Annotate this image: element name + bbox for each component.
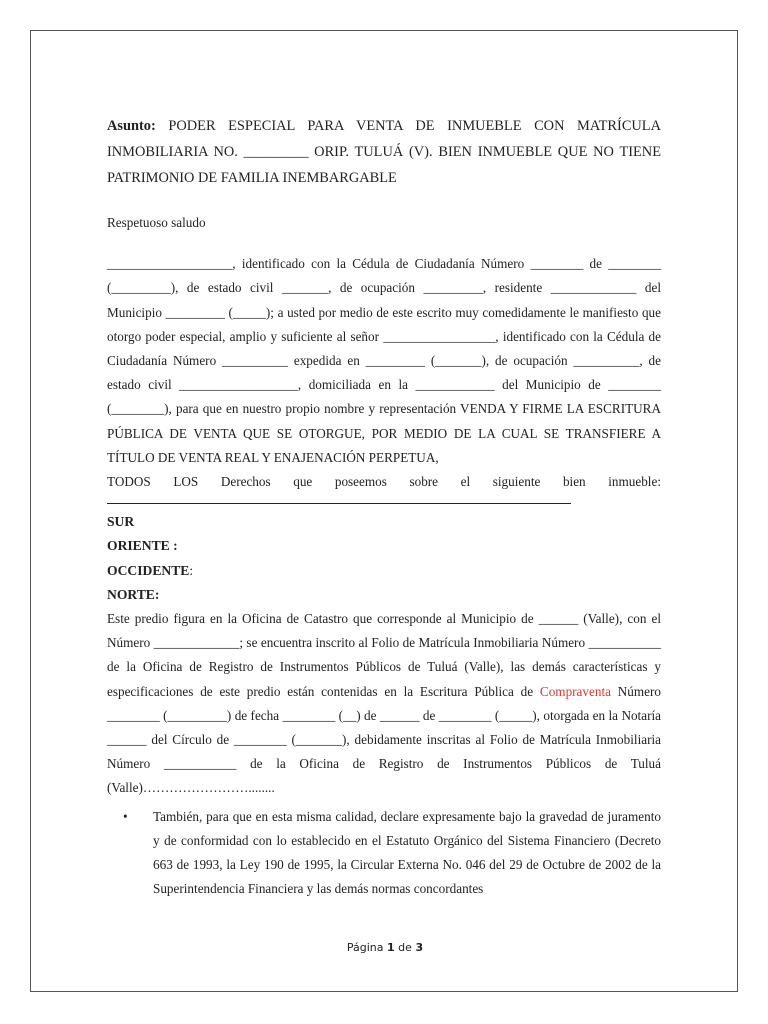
paragraph-property (107, 607, 661, 801)
bullet-item (107, 805, 661, 902)
page-label: Página (346, 941, 388, 954)
page-number-footer (31, 941, 739, 954)
boundary-occidente-line (107, 559, 661, 583)
subject-line (107, 113, 661, 191)
property-text-a: Este predio figura en la Oficina de Catastro que corresponde al Municipio de ______ (Valle), con el Número _____________; se encuentra inscrito al Folio de Matrícula Inmobiliaria Número ___________ de la Oficina de Registro de Instrumentos Públicos de Tuluá (Valle), las demás características y especificaciones de este predio están contenidas en la Escritura Pública de (107, 611, 661, 699)
property-text-b: Número ________ (_________) de fecha ________ (__) de ______ de ________ (_____), otorgada en la Notaría ______ del Círculo de ________ (_______), debidamente inscritas al Folio de Matrícula Inmobiliaria Número ___________ de la Oficina de Registro de Instrumentos Públicos de Tuluá (Valle)……………………........ (107, 683, 661, 796)
boundary-sur: SUR (107, 514, 135, 530)
greeting: Respetuoso saludo (107, 215, 206, 230)
paragraph-grant: ___________________, identificado con la Cédula de Ciudadanía Número ________ de ________ (_________), de estado civil _______, de ocupación _________, residente _____________ del Municipio _________ (_____); a usted por medio de este escrito muy comedidamente le manifiesto que otorgo poder especial, amplio y suficiente al señor _________________, identificado con la Cédula de Ciudadanía Número __________ expedida en _________ (_______), de ocupación __________, de estado civil __________________, domiciliada en la ____________ del Municipio de ________ (________), para que en nuestro propio nombre y representación VENDA Y FIRME LA ESCRITURA PÚBLICA DE VENTA QUE SE OTORGUE, POR MEDIO DE LA CUAL SE TRANSFIERE A TÍTULO DE VENTA REAL Y ENAJENACIÓN PERPETUA, (107, 256, 661, 465)
page-total: 3 (415, 941, 424, 954)
bullet-icon: • (123, 808, 128, 824)
page-of-label: de (394, 941, 416, 954)
page-current: 1 (387, 941, 395, 954)
document-body (107, 113, 661, 901)
bullet-text: También, para que en esta misma calidad, declare expresamente bajo la gravedad de juramento y de conformidad con lo establecido en el Estatuto Orgánico del Sistema Financiero (Decreto 663 de 1993, la Ley 190 de 1995, la Circular Externa No. 046 del 29 de Octubre de 2002 de la Superintendencia Financiera y las demás normas concordantes (153, 808, 661, 897)
boundary-oriente: ORIENTE : (107, 538, 178, 554)
boundary-occidente-colon: : (189, 562, 194, 578)
subject-label: Asunto: (107, 118, 156, 134)
document-page (30, 30, 738, 992)
blank-rule (107, 494, 571, 504)
subject-text: PODER ESPECIAL PARA VENTA DE INMUEBLE CON MATRÍCULA INMOBILIARIA NO. _________ ORIP. TULUÁ (V). BIEN INMUEBLE QUE NO TIENE PATRIMONIO DE FAMILIA INEMBARGABLE (107, 118, 661, 186)
paragraph-grant-last-line: TODOS LOS Derechos que poseemos sobre el siguiente bien inmueble: (107, 474, 661, 490)
compraventa-highlight: Compraventa (539, 683, 611, 699)
boundary-occidente: OCCIDENTE (107, 562, 190, 578)
boundary-norte: NORTE: (107, 586, 160, 602)
